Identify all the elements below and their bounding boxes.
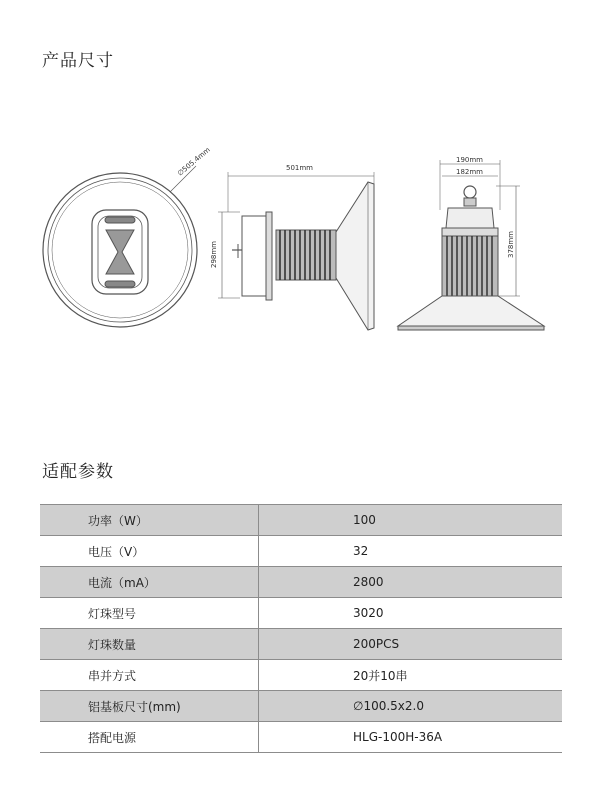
top-width-inner-label: 182mm: [456, 168, 483, 176]
spec-value: 20并10串: [259, 660, 563, 691]
spec-label: 电流（mA）: [40, 567, 259, 598]
table-row: [40, 567, 562, 598]
dimensions-title: 产品尺寸: [42, 51, 114, 71]
table-row: [40, 505, 562, 536]
table-row: [40, 536, 562, 567]
spec-label: 搭配电源: [40, 722, 259, 753]
spec-label: 灯珠数量: [40, 629, 259, 660]
side-view: [218, 172, 374, 330]
table-row: [40, 722, 562, 753]
params-title: 适配参数: [42, 462, 114, 482]
spec-value: HLG-100H-36A: [259, 722, 563, 753]
side-length-label: 501mm: [286, 164, 313, 172]
side-height-label: 298mm: [210, 241, 218, 268]
spec-value: 2800: [259, 567, 563, 598]
elevation-view: [398, 160, 544, 330]
spec-label: 功率（W）: [40, 505, 259, 536]
table-row: [40, 660, 562, 691]
spec-label: 铝基板尺寸(mm): [40, 691, 259, 722]
total-height-label: 378mm: [507, 231, 515, 258]
spec-value: ∅100.5x2.0: [259, 691, 563, 722]
spec-value: 32: [259, 536, 563, 567]
table-row: [40, 691, 562, 722]
table-row: [40, 629, 562, 660]
spec-label: 灯珠型号: [40, 598, 259, 629]
spec-value: 100: [259, 505, 563, 536]
spec-value: 3020: [259, 598, 563, 629]
spec-label: 串并方式: [40, 660, 259, 691]
table-row: [40, 598, 562, 629]
front-diameter-label: ∅505.4mm: [176, 145, 212, 178]
product-dimension-drawing: [0, 140, 604, 350]
spec-table: [40, 504, 562, 753]
spec-label: 电压（V）: [40, 536, 259, 567]
top-width-outer-label: 190mm: [456, 156, 483, 164]
spec-value: 200PCS: [259, 629, 563, 660]
front-view: [43, 166, 197, 327]
